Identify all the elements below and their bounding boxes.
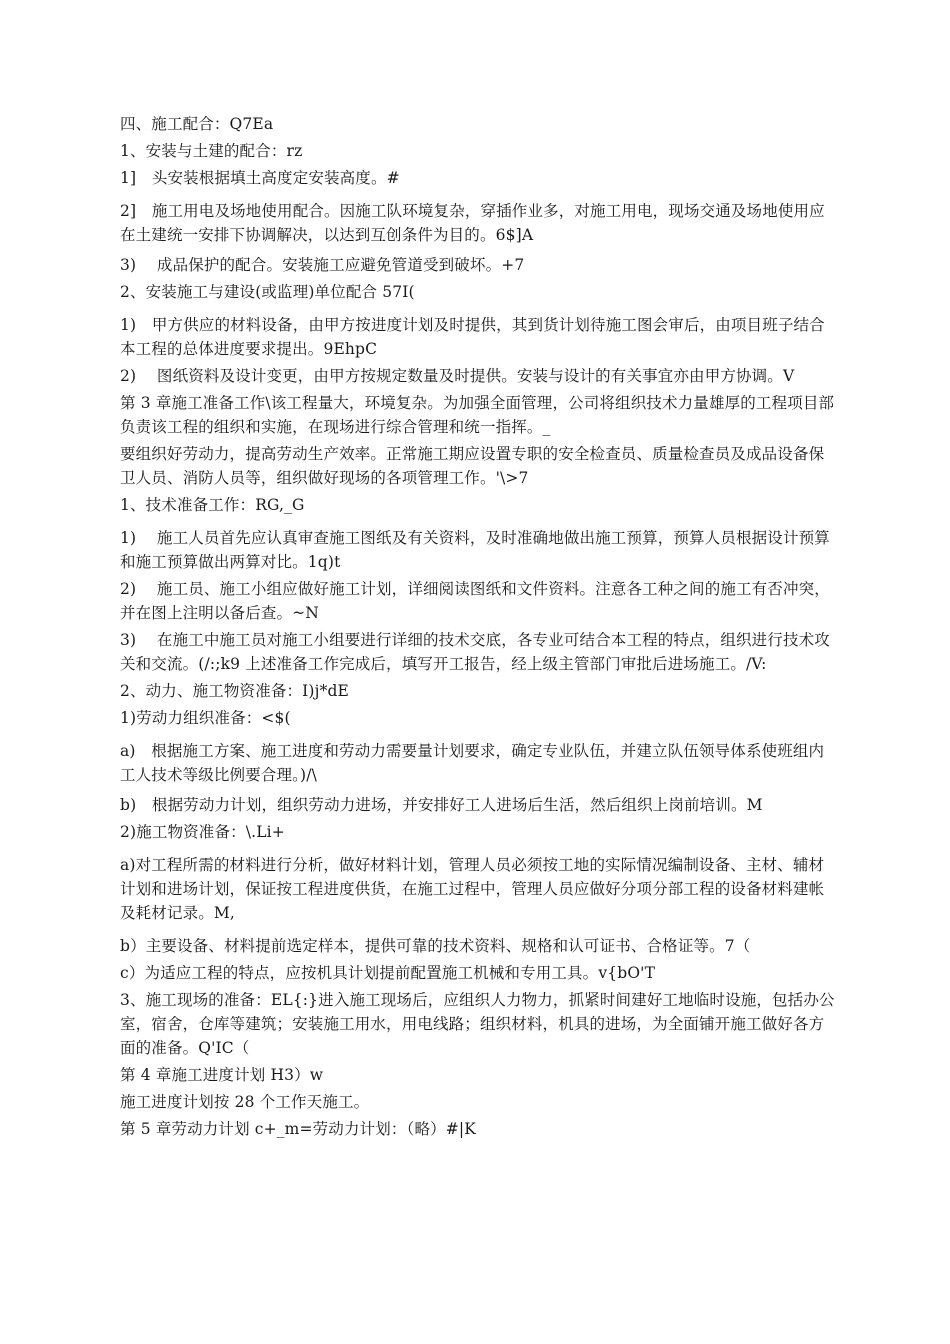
list-item-tech-1: 1) 施工人员首先应认真审查施工图纸及有关资料，及时准确地做出施工预算，预算人员根据设计预算和施工预算做出两算对比。1q)t: [120, 529, 830, 571]
list-item-2: 2] 施工用电及场地使用配合。因施工队环境复杂，穿插作业多，对施工用电，现场交通及场地使用应在土建统一安排下协调解决，以达到互创条件为目的。6$]A: [120, 202, 825, 244]
list-item-material-a: a)对工程所需的材料进行分析，做好材料计划，管理人员必须按工地的实际情况编制设备、主材、辅材计划和进场计划，保证按工程进度供货，在施工过程中，管理人员应做好分项分部工程的设备材料建帐及耗材记录。M,: [120, 856, 825, 922]
list-item-owner-1: 1) 甲方供应的材料设备，由甲方按进度计划及时提供，其到货计划待施工图会审后，由项目班子结合本工程的总体进度要求提出。9EhpC: [120, 316, 825, 358]
subsection-material-preparation: 2、动力、施工物资准备：I)j*dE: [120, 682, 350, 700]
labor-organization-heading: 1)劳动力组织准备：<$(: [120, 709, 291, 727]
schedule-paragraph: 施工进度计划按 28 个工作天施工。: [120, 1093, 370, 1111]
section-heading-construction-coordination: 四、施工配合：Q7Ea: [120, 115, 274, 133]
labor-organization-paragraph: 要组织好劳动力，提高劳动生产效率。正常施工期应设置专职的安全检查员、质量检查员及成品设备保卫人员、消防人员等，组织做好现场的各项管理工作。'\>7: [120, 445, 825, 487]
subsection-owner-coordination: 2、安装施工与建设(或监理)单位配合 57I(: [120, 283, 415, 301]
document-page: [120, 112, 838, 1141]
list-item-tech-3: 3) 在施工中施工员对施工小组要进行详细的技术交底，各专业可结合本工程的特点，组织进行技术攻关和交流。(/:;k9 上述准备工作完成后，填写开工报告，经上级主管部门审批后进场施工。/V:: [120, 631, 830, 673]
list-item-labor-b: b) 根据劳动力计划，组织劳动力进场，并安排好工人进场后生活，然后组织上岗前培训。M: [120, 796, 763, 814]
list-item-3: 3) 成品保护的配合。安装施工应避免管道受到破坏。+7: [120, 256, 525, 274]
list-item-material-c: c）为适应工程的特点，应按机具计划提前配置施工机械和专用工具。v{bO'T: [120, 964, 656, 982]
list-item-owner-2: 2) 图纸资料及设计变更，由甲方按规定数量及时提供。安装与设计的有关事宜亦由甲方协调。V: [120, 367, 795, 385]
site-preparation-paragraph: 3、施工现场的准备：EL{:}进入施工现场后，应组织人力物力，抓紧时间建好工地临时设施，包括办公室，宿舍，仓库等建筑；安装施工用水，用电线路；组织材料，机具的进场，为全面铺开施工做好各方面的准备。Q'IC（: [120, 991, 835, 1057]
chapter-5-heading: 第 5 章劳动力计划 c+_m=劳动力计划：（略）#|K: [120, 1120, 476, 1138]
list-item-tech-2: 2) 施工员、施工小组应做好施工计划，详细阅读图纸和文件资料。注意各工种之间的施工有否冲突，并在图上注明以备后查。~N: [120, 580, 830, 622]
chapter-4-heading: 第 4 章施工进度计划 H3）w: [120, 1066, 324, 1084]
material-preparation-heading: 2)施工物资准备：\.Li+: [120, 823, 285, 841]
list-item-material-b: b）主要设备、材料提前选定样本，提供可靠的技术资料、规格和认可证书、合格证等。7（: [120, 937, 751, 955]
list-item-1: 1] 头安装根据填土高度定安装高度。#: [120, 169, 400, 187]
list-item-labor-a: a) 根据施工方案、施工进度和劳动力需要量计划要求，确定专业队伍，并建立队伍领导体系使班组内工人技术等级比例要合理。)/\: [120, 742, 825, 784]
subsection-technical-preparation: 1、技术准备工作：RG,_G: [120, 496, 305, 514]
chapter-3-paragraph: 第 3 章施工准备工作\该工程量大，环境复杂。为加强全面管理，公司将组织技术力量雄厚的工程项目部负责该工程的组织和实施，在现场进行综合管理和统一指挥。_: [120, 394, 835, 436]
subsection-install-civil-coordination: 1、安装与土建的配合：rz: [120, 142, 303, 160]
